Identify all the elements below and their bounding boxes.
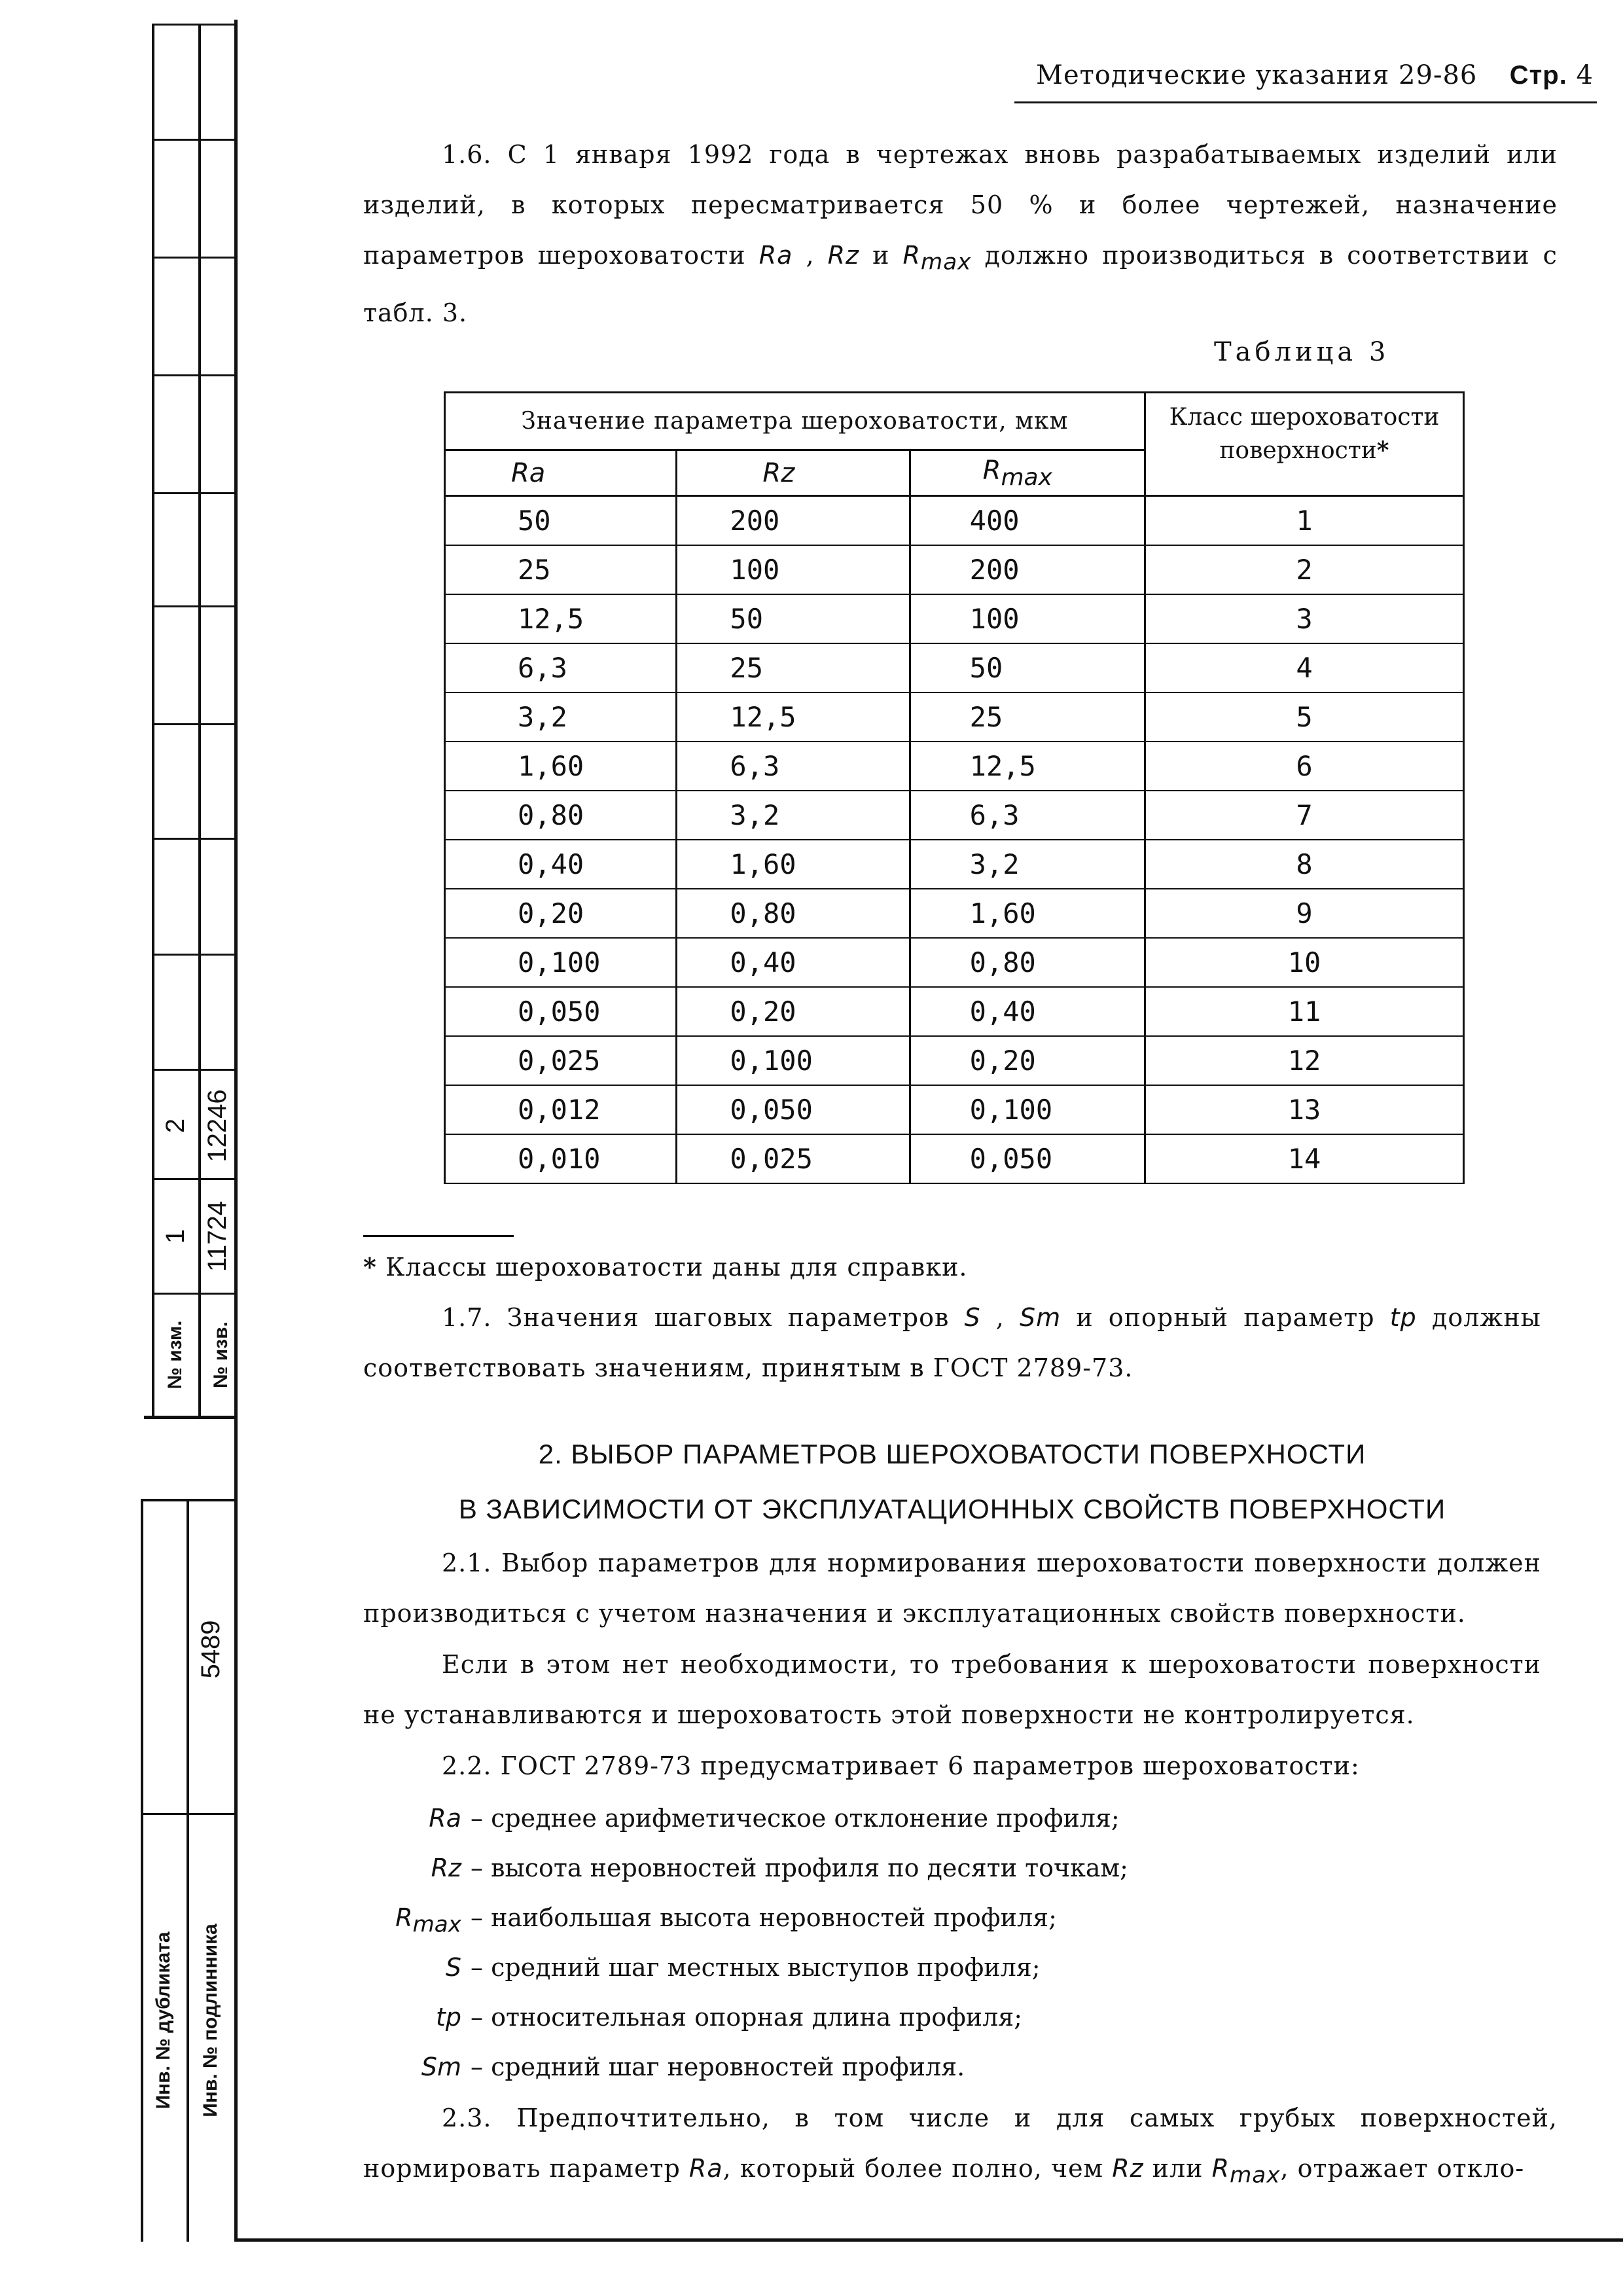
table-row bbox=[445, 1134, 1464, 1183]
cell-class: 13 bbox=[1145, 1085, 1463, 1134]
cell-class: 9 bbox=[1145, 889, 1463, 938]
cell-class: 3 bbox=[1145, 594, 1463, 643]
cell-rmax: 3,2 bbox=[910, 840, 1145, 889]
parameter-description: – средний шаг неровностей профиля. bbox=[471, 2053, 965, 2081]
cell-rz: 0,025 bbox=[677, 1134, 910, 1183]
cell-ra: 25 bbox=[445, 545, 677, 594]
parameter-description: – высота неровностей профиля по десяти точкам; bbox=[471, 1854, 1128, 1882]
cell-rz: 1,60 bbox=[677, 840, 910, 889]
paragraph-2-1: 2.1. Выбор параметров для нормирования шероховатости поверхности должен производиться с учетом назначения и эксплуатационных свойств поверхности. bbox=[363, 1549, 1541, 1628]
page-label: Стр. bbox=[1509, 61, 1567, 90]
cell-rmax: 1,60 bbox=[910, 889, 1145, 938]
cell-rz: 0,050 bbox=[677, 1085, 910, 1134]
parameter-list bbox=[363, 1793, 1541, 2092]
frame-left-border bbox=[234, 20, 238, 2242]
clause-number: 2.1. bbox=[442, 1549, 492, 1577]
parameter-symbol: tp bbox=[435, 2003, 461, 2032]
cell-ra: 12,5 bbox=[445, 594, 677, 643]
cell-rz: 25 bbox=[677, 643, 910, 692]
table-row bbox=[445, 889, 1464, 938]
cell-class: 2 bbox=[1145, 545, 1463, 594]
cell-class: 6 bbox=[1145, 742, 1463, 791]
original-inventory-label: Инв. № подлинника bbox=[200, 1924, 221, 2117]
original-inventory-number: 5489 bbox=[196, 1620, 225, 1679]
param-sm: Sm bbox=[1020, 1303, 1061, 1332]
cell-rz: 0,100 bbox=[677, 1036, 910, 1085]
table-row bbox=[445, 742, 1464, 791]
table-row bbox=[445, 545, 1464, 594]
header-underline bbox=[1014, 101, 1597, 103]
cell-ra: 0,20 bbox=[445, 889, 677, 938]
clause-number: 2.3. bbox=[442, 2104, 492, 2132]
heading-line-2: В ЗАВИСИМОСТИ ОТ ЭКСПЛУАТАЦИОННЫХ СВОЙСТВ ПОВЕРХНОСТИ bbox=[458, 1494, 1446, 1524]
parameter-symbol: S bbox=[445, 1953, 461, 1982]
parameter-item bbox=[363, 1893, 1541, 1943]
cell-rmax: 6,3 bbox=[910, 791, 1145, 840]
cell-class: 14 bbox=[1145, 1134, 1463, 1183]
roughness-table bbox=[444, 391, 1465, 1184]
clause-number: 1.6. bbox=[442, 140, 492, 169]
change-number-label: № изм. bbox=[164, 1320, 186, 1390]
cell-class: 7 bbox=[1145, 791, 1463, 840]
clause-number: 1.7. bbox=[442, 1303, 492, 1332]
table-col-rz: Rz bbox=[677, 450, 910, 496]
cell-rz: 3,2 bbox=[677, 791, 910, 840]
table-row bbox=[445, 987, 1464, 1036]
param-ra: Ra bbox=[758, 241, 793, 270]
notice-number-2: 12246 bbox=[203, 1089, 232, 1162]
cell-rmax: 0,050 bbox=[910, 1134, 1145, 1183]
cell-ra: 0,050 bbox=[445, 987, 677, 1036]
cell-rmax: 12,5 bbox=[910, 742, 1145, 791]
heading-line-1: 2. ВЫБОР ПАРАМЕТРОВ ШЕРОХОВАТОСТИ ПОВЕРХНОСТИ bbox=[538, 1439, 1366, 1469]
table-class-header: Класс шероховатости поверхности* bbox=[1145, 393, 1463, 496]
param-tp: tp bbox=[1389, 1303, 1417, 1332]
cell-ra: 0,40 bbox=[445, 840, 677, 889]
change-number-2: 2 bbox=[161, 1118, 190, 1134]
section-2-heading bbox=[363, 1427, 1541, 1537]
cell-rmax: 400 bbox=[910, 496, 1145, 546]
page-number: 4 bbox=[1576, 60, 1594, 90]
cell-ra: 0,100 bbox=[445, 938, 677, 987]
change-number-1: 1 bbox=[161, 1229, 190, 1244]
cell-rz: 50 bbox=[677, 594, 910, 643]
cell-ra: 50 bbox=[445, 496, 677, 546]
table-row bbox=[445, 840, 1464, 889]
cell-rmax: 0,40 bbox=[910, 987, 1145, 1036]
footnote-mark: * bbox=[363, 1252, 377, 1282]
frame-bottom-border bbox=[234, 2238, 1623, 2242]
parameter-item bbox=[363, 1843, 1541, 1893]
parameter-description: – относительная опорная длина профиля; bbox=[471, 2003, 1023, 2032]
cell-ra: 6,3 bbox=[445, 643, 677, 692]
cell-class: 10 bbox=[1145, 938, 1463, 987]
cell-ra: 0,025 bbox=[445, 1036, 677, 1085]
cell-rmax: 100 bbox=[910, 594, 1145, 643]
cell-rz: 0,40 bbox=[677, 938, 910, 987]
parameter-description: – наибольшая высота неровностей профиля; bbox=[471, 1903, 1057, 1932]
table-body bbox=[445, 496, 1464, 1184]
param-rz: Rz bbox=[827, 241, 860, 270]
table-row bbox=[445, 496, 1464, 546]
parameter-description: – средний шаг местных выступов профиля; bbox=[471, 1953, 1041, 1982]
cell-rmax: 50 bbox=[910, 643, 1145, 692]
parameter-description: – среднее арифметическое отклонение профиля; bbox=[471, 1804, 1120, 1833]
cell-rmax: 0,80 bbox=[910, 938, 1145, 987]
cell-ra: 0,80 bbox=[445, 791, 677, 840]
cell-rz: 0,20 bbox=[677, 987, 910, 1036]
cell-ra: 0,012 bbox=[445, 1085, 677, 1134]
cell-ra: 0,010 bbox=[445, 1134, 677, 1183]
parameter-item bbox=[363, 1793, 1541, 1843]
cell-class: 12 bbox=[1145, 1036, 1463, 1085]
table-row bbox=[445, 594, 1464, 643]
parameter-symbol: Sm bbox=[421, 2053, 461, 2081]
cell-rmax: 0,100 bbox=[910, 1085, 1145, 1134]
cell-rmax: 25 bbox=[910, 692, 1145, 742]
cell-rz: 100 bbox=[677, 545, 910, 594]
table-row bbox=[445, 1085, 1464, 1134]
cell-rmax: 200 bbox=[910, 545, 1145, 594]
cell-class: 4 bbox=[1145, 643, 1463, 692]
footnote-rule bbox=[363, 1235, 514, 1237]
cell-class: 8 bbox=[1145, 840, 1463, 889]
document-title: Методические указания 29-86 bbox=[1036, 60, 1478, 90]
cell-class: 11 bbox=[1145, 987, 1463, 1036]
table-row bbox=[445, 938, 1464, 987]
cell-ra: 3,2 bbox=[445, 692, 677, 742]
parameter-item bbox=[363, 1943, 1541, 1992]
table-row bbox=[445, 692, 1464, 742]
page-header bbox=[1018, 60, 1594, 90]
footnote-text: Классы шероховатости даны для справки. bbox=[385, 1253, 968, 1282]
param-rmax: $R_{max}$ bbox=[902, 241, 972, 276]
duplicate-inventory-label: Инв. № дубликата bbox=[152, 1931, 174, 2109]
clause-number: 2.2. bbox=[442, 1751, 492, 1780]
paragraph-2-2: 2.2. ГОСТ 2789-73 предусматривает 6 параметров шероховатости: bbox=[442, 1751, 1360, 1780]
param-rz: Rz bbox=[1112, 2154, 1144, 2183]
param-s: S bbox=[964, 1303, 981, 1332]
table-row bbox=[445, 791, 1464, 840]
parameter-symbol: Rz bbox=[431, 1854, 461, 1882]
parameter-symbol: $R_{max}$ bbox=[395, 1903, 461, 1938]
cell-rz: 0,80 bbox=[677, 889, 910, 938]
cell-class: 5 bbox=[1145, 692, 1463, 742]
table-col-ra: Ra bbox=[445, 450, 677, 496]
cell-rmax: 0,20 bbox=[910, 1036, 1145, 1085]
parameter-item bbox=[363, 1992, 1541, 2042]
paragraph-2-3: 2.3. Предпочтительно, в том числе и для самых грубых поверхностей, нормировать параметр Ra, который более полно, чем Rz или $R_{max}$, отражает откло- bbox=[363, 2104, 1558, 2189]
cell-rz: 6,3 bbox=[677, 742, 910, 791]
paragraph-1-7: 1.7. Значения шаговых параметров S , Sm и опорный параметр tp должны соответствовать значениям, принятым в ГОСТ 2789-73. bbox=[363, 1303, 1541, 1382]
param-rmax: $R_{max}$ bbox=[1211, 2154, 1281, 2189]
paragraph-1-6: 1.6. С 1 января 1992 года в чертежах вновь разрабатываемых изделий или изделий, в которых пересматривается 50 % и более чертежей, назначение параметров шероховатости Ra , Rz и $R_{max}$ должно производиться в соответствии с табл. 3. bbox=[363, 140, 1558, 327]
footnote bbox=[363, 1242, 1541, 1293]
notice-number-1: 11724 bbox=[203, 1200, 232, 1272]
cell-ra: 1,60 bbox=[445, 742, 677, 791]
table-row bbox=[445, 643, 1464, 692]
table-caption: Таблица 3 bbox=[1214, 337, 1390, 367]
table-col-rmax: $R_{max}$ bbox=[910, 450, 1145, 496]
cell-rz: 200 bbox=[677, 496, 910, 546]
notice-number-label: № изв. bbox=[210, 1321, 232, 1388]
cell-rz: 12,5 bbox=[677, 692, 910, 742]
parameter-item bbox=[363, 2042, 1541, 2092]
cell-class: 1 bbox=[1145, 496, 1463, 546]
parameter-symbol: Ra bbox=[429, 1804, 461, 1833]
param-ra: Ra bbox=[688, 2154, 723, 2183]
table-group-header: Значение параметра шероховатости, мкм bbox=[445, 393, 1145, 450]
table-row bbox=[445, 1036, 1464, 1085]
paragraph-2-1b: Если в этом нет необходимости, то требования к шероховатости поверхности не устанавливаются и шероховатость этой поверхности не контролируется. bbox=[363, 1650, 1541, 1729]
